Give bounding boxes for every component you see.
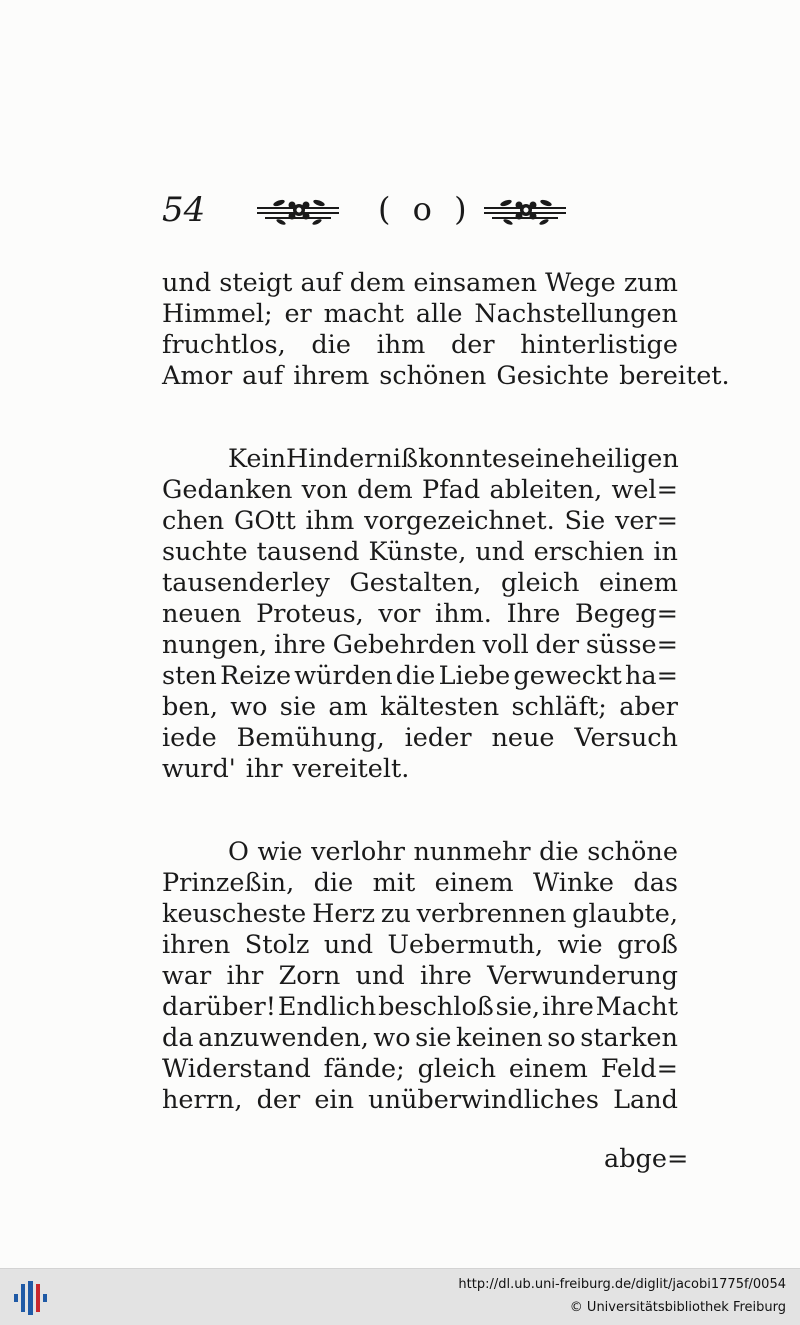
catchword: abge= bbox=[604, 1144, 689, 1174]
text-line: wurd' ihr vereitelt. bbox=[162, 754, 410, 784]
text-line: und steigt auf dem einsamen Wege zum bbox=[162, 268, 678, 298]
text-line: darüber! Endlich beschloß sie, ihre Macht bbox=[162, 992, 678, 1022]
paragraph-gap bbox=[162, 785, 678, 837]
text-line: iede Bemühung, ieder neue Versuch bbox=[162, 723, 678, 753]
text-line: nungen, ihre Gebehrden voll der süsse= bbox=[162, 630, 678, 660]
text-line: Himmel; er macht alle Nachstellungen bbox=[162, 299, 678, 329]
text-line: neuen Proteus, vor ihm. Ihre Begeg= bbox=[162, 599, 678, 629]
floral-rule-ornament-icon bbox=[255, 194, 341, 228]
text-line: da anzuwenden, wo sie keinen so starken bbox=[162, 1023, 678, 1053]
text-line: war ihr Zorn und ihre Verwunderung bbox=[162, 961, 678, 991]
text-line: chen GOtt ihm vorgezeichnet. Sie ver= bbox=[162, 506, 678, 536]
text-line: fruchtlos, die ihm der hinterlistige bbox=[162, 330, 678, 360]
text-line: herrn, der ein unüberwindliches Land bbox=[162, 1085, 678, 1115]
text-line: sten Reize würden die Liebe geweckt ha= bbox=[162, 661, 678, 691]
page-number: 54 bbox=[162, 190, 206, 230]
ub-freiburg-logo-icon[interactable] bbox=[12, 1279, 52, 1317]
text-line: Amor auf ihrem schönen Gesichte bereitet. bbox=[162, 361, 730, 391]
text-line: Widerstand fände; gleich einem Feld= bbox=[162, 1054, 678, 1084]
text-line: Prinzeßin, die mit einem Winke das bbox=[162, 868, 678, 898]
viewer-footer bbox=[0, 1268, 800, 1325]
paragraph-gap bbox=[162, 392, 678, 444]
page-signature: ( o ) bbox=[378, 190, 473, 228]
copyright-notice: © Universitätsbibliothek Freiburg bbox=[569, 1300, 786, 1315]
text-line: Gedanken von dem Pfad ableiten, wel= bbox=[162, 475, 678, 505]
page-url-link[interactable]: http://dl.ub.uni-freiburg.de/diglit/jacobi1775f/0054 bbox=[458, 1277, 786, 1292]
page-header bbox=[160, 190, 680, 240]
floral-rule-ornament-icon bbox=[482, 194, 568, 228]
text-line: keuscheste Herz zu verbrennen glaubte, bbox=[162, 899, 678, 929]
text-line: ihren Stolz und Uebermuth, wie groß bbox=[162, 930, 678, 960]
text-line: Kein Hinderniß konnte seine heiligen bbox=[228, 444, 679, 474]
text-line: O wie verlohr nunmehr die schöne bbox=[228, 837, 678, 867]
text-line: ben, wo sie am kältesten schläft; aber bbox=[162, 692, 678, 722]
text-line: tausenderley Gestalten, gleich einem bbox=[162, 568, 678, 598]
text-line: suchte tausend Künste, und erschien in bbox=[162, 537, 678, 567]
body-text bbox=[162, 268, 730, 1116]
